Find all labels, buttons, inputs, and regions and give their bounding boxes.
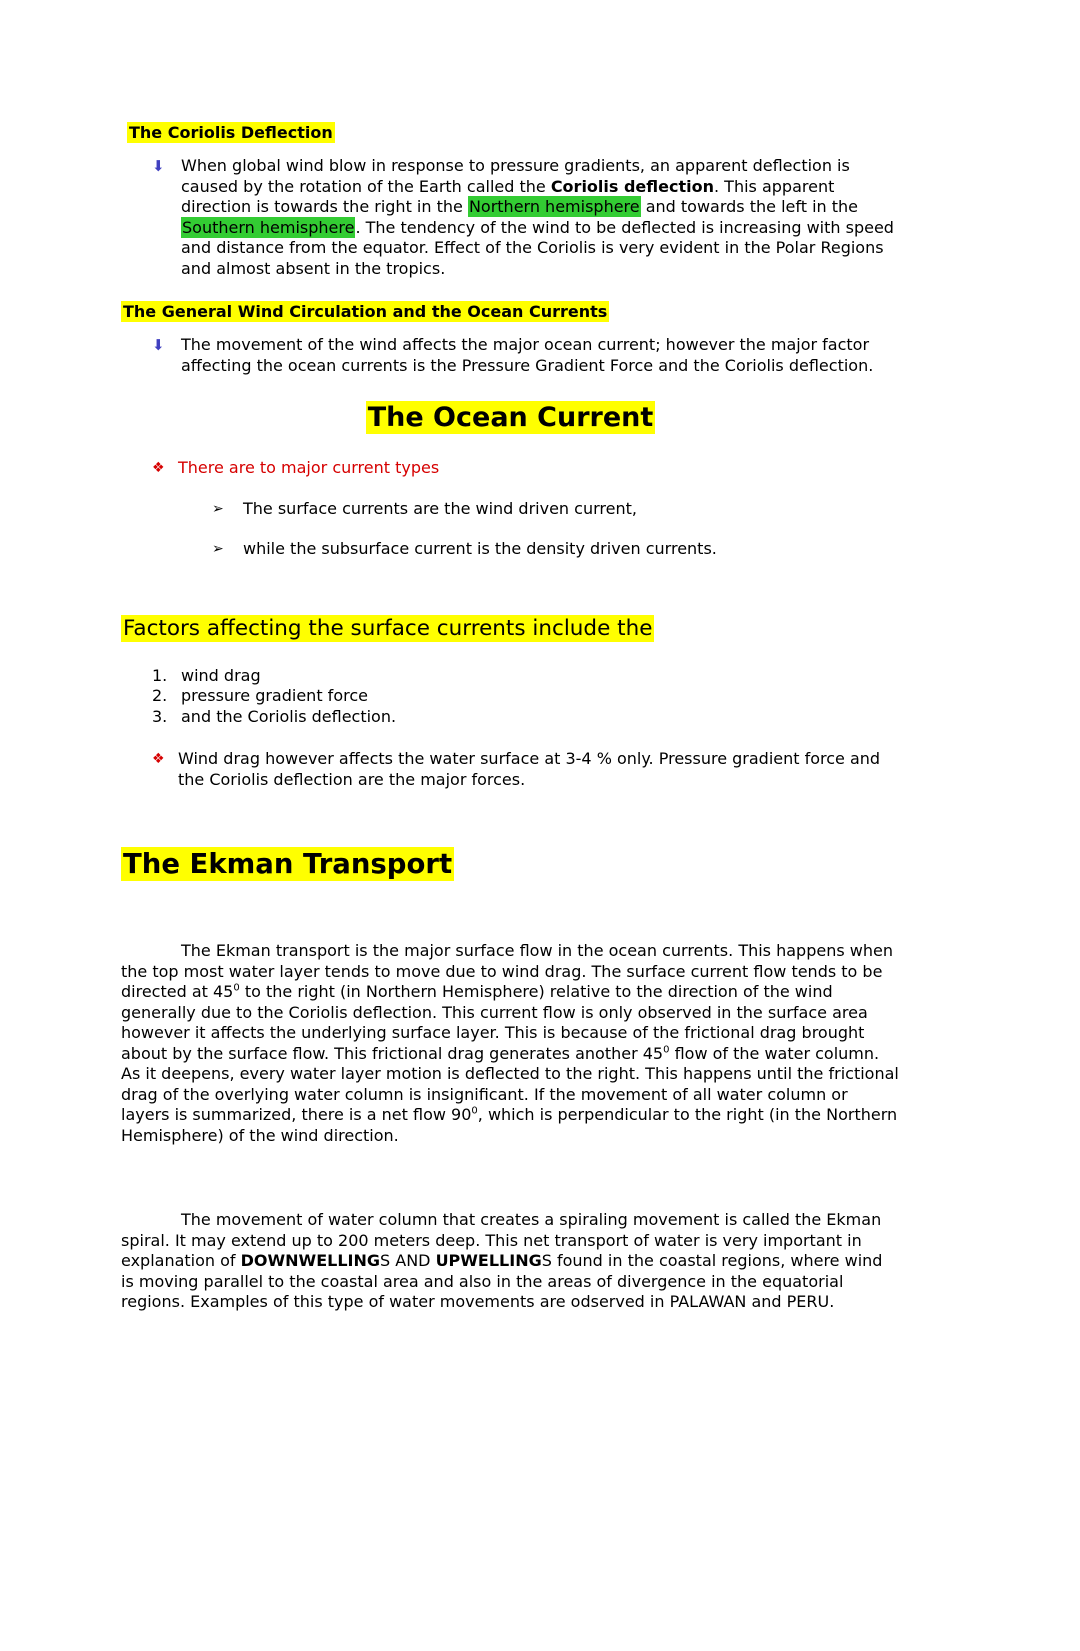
superscript-zero: 0 xyxy=(663,1044,670,1056)
text-run: When global wind blow in response to pressure gradients, an apparent deflection is caused by the rotation of the Earth called the xyxy=(181,156,850,196)
red-text-current-types: There are to major current types xyxy=(178,458,440,477)
list-item-current-types xyxy=(152,458,900,479)
heading-coriolis-deflection xyxy=(127,122,900,143)
superscript-zero: 0 xyxy=(471,1105,478,1117)
text-run: , which is perpendicular to the right (in the Northern Hemisphere) of the wind direction. xyxy=(121,1105,898,1145)
list-item-wind-drag-note xyxy=(152,749,900,790)
green-highlight-southern-hemisphere: Southern hemisphere xyxy=(182,217,355,237)
list-item-subsurface-currents xyxy=(212,539,900,560)
list-item-wind-drag xyxy=(152,666,900,687)
paragraph-wind-drag-note: Wind drag however affects the water surface at 3-4 % only. Pressure gradient force and the Coriolis deflection are the major forces. xyxy=(178,749,881,789)
bold-run-coriolis-deflection: Coriolis deflection xyxy=(550,176,714,196)
text-run: The Ekman transport is the major surface flow in the ocean currents. This happens when the top most water layer tends to move due to wind drag. The surface current flow tends to be directed at 45 xyxy=(121,941,893,1001)
text-run: flow of the water column. As it deepens, every water layer motion is deflected to the right. This happens until the frictional drag of the overlying water column is insignificant. If the movement of all water column or layers is summarized, there is a net flow 90 xyxy=(121,1043,899,1124)
heading-ekman-transport xyxy=(121,848,900,881)
text-surface-currents: The surface currents are the wind driven current, xyxy=(243,498,637,518)
text-run: to the right (in Northern Hemisphere) relative to the direction of the wind generally due to the Coriolis deflection. This current flow is only observed in the surface area however it affects the underlying surface layer. This is because of the frictional drag brought about by the surface flow. This frictional drag generates another 45 xyxy=(121,982,868,1063)
paragraph-ekman-1 xyxy=(121,941,900,1146)
list-item-surface-currents xyxy=(212,499,900,520)
text-run: . This apparent direction is towards the right in the xyxy=(181,176,835,216)
highlighted-heading-text: The Coriolis Deflection xyxy=(129,123,333,142)
list-number: 1. xyxy=(152,665,168,685)
text-run: and towards the left in the xyxy=(640,197,858,216)
text-run: . The tendency of the wind to be deflected is increasing with speed and distance from the equator. Effect of the Coriolis is very evident in the Polar Regions and almost absent in the tropics. xyxy=(181,217,894,278)
highlighted-heading-text: The Ekman Transport xyxy=(123,848,453,880)
text-run: The movement of water column that creates a spiraling movement is called the Ekman spiral. It may extend up to 200 meters deep. This net transport of water is very important in explanation of xyxy=(121,1210,882,1270)
diamond-bullet-icon: ❖ xyxy=(152,751,165,767)
bold-run-upwelling: UPWELLING xyxy=(435,1251,542,1270)
highlighted-title-text: The Ocean Current xyxy=(367,402,654,433)
highlighted-heading-text: The General Wind Circulation and the Ocean Currents xyxy=(123,302,608,321)
superscript-zero: 0 xyxy=(233,982,240,994)
arrow-bullet-icon: ➢ xyxy=(212,541,224,557)
list-item-text: and the Coriolis deflection. xyxy=(181,706,397,726)
list-item-coriolis-deflection xyxy=(152,707,900,728)
list-number: 3. xyxy=(152,706,168,726)
arrow-bullet-icon: ➢ xyxy=(212,500,224,517)
list-item-general-wind xyxy=(152,335,900,376)
text-subsurface-currents: while the subsurface current is the density driven currents. xyxy=(243,539,717,558)
down-arrow-bullet-icon: ⬇ xyxy=(152,336,165,354)
paragraph-coriolis xyxy=(181,156,900,279)
title-ocean-current xyxy=(121,402,900,434)
paragraph-ekman-2 xyxy=(121,1210,900,1313)
paragraph-general-wind: The movement of the wind affects the major ocean current; however the major factor affecting the ocean currents is the Pressure Gradient Force and the Coriolis deflection. xyxy=(181,335,874,375)
numbered-list-factors xyxy=(152,666,900,728)
text-run: S AND xyxy=(380,1251,436,1270)
diamond-bullet-icon: ❖ xyxy=(152,460,165,476)
list-item-pressure-gradient xyxy=(152,686,900,707)
list-item-coriolis xyxy=(152,156,900,279)
bold-run-downwelling: DOWNWELLING xyxy=(240,1251,380,1270)
heading-general-wind-circulation xyxy=(121,301,900,322)
highlighted-heading-text: Factors affecting the surface currents include the xyxy=(123,615,653,641)
heading-factors xyxy=(121,616,900,642)
list-item-text: wind drag xyxy=(181,665,261,685)
down-arrow-bullet-icon: ⬇ xyxy=(152,157,165,175)
green-highlight-northern-hemisphere: Northern hemisphere xyxy=(468,197,640,216)
list-number: 2. xyxy=(152,686,168,705)
list-item-text: pressure gradient force xyxy=(181,686,368,705)
text-run: S found in the coastal regions, where wind is moving parallel to the coastal area and also in the areas of divergence in the equatorial regions. Examples of this type of water movements are odserved in PALAWAN and PERU. xyxy=(121,1251,883,1311)
